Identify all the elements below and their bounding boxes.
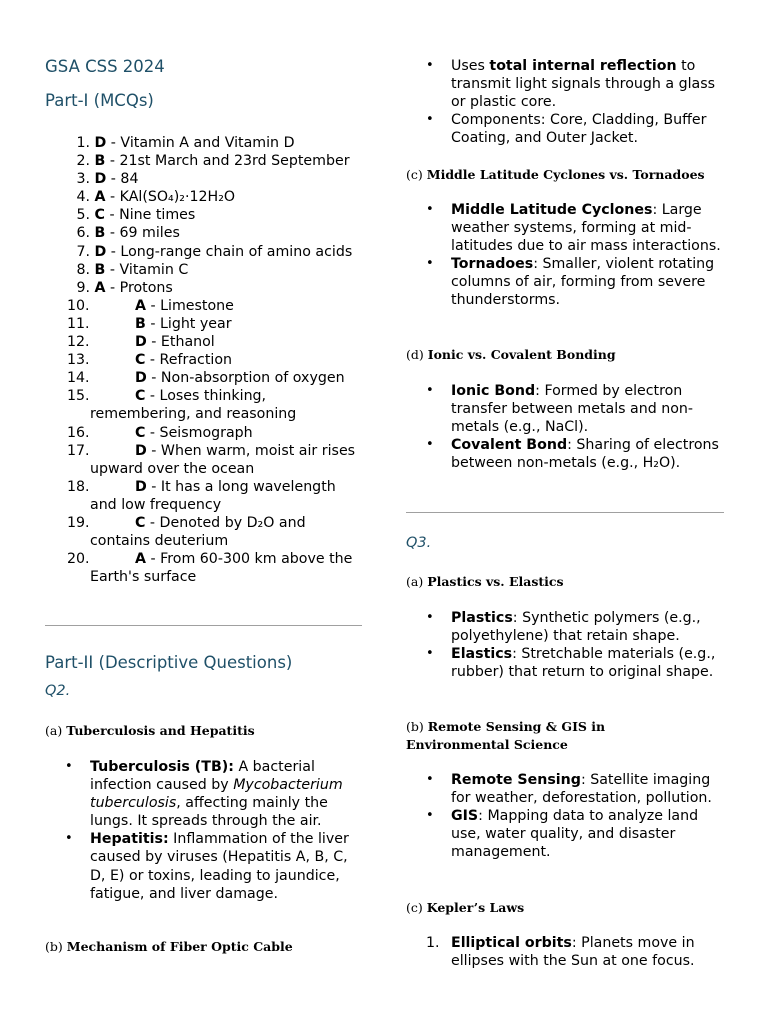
q3c-heading: (c) Kepler’s Laws: [406, 900, 525, 915]
list-item: 9. A - Protons: [76, 279, 173, 296]
q3c-list: [406, 934, 726, 970]
document-title: GSA CSS 2024: [45, 57, 165, 76]
list-item: 17. D - When warm, moist air rises upward over the ocean: [67, 442, 356, 477]
list-item: • GIS: Mapping data to analyze land use, water quality, and disaster management.: [406, 807, 726, 861]
list-item: • Components: Core, Cladding, Buffer Coating, and Outer Jacket.: [406, 111, 726, 147]
list-item: 4. A - KAl(SO₄)₂·12H₂O: [76, 189, 236, 206]
list-item: 13. C - Refraction: [67, 352, 233, 369]
q2a-list: [45, 758, 365, 903]
list-item: 1. D - Vitamin A and Vitamin D: [76, 135, 295, 151]
q2b-heading: (b) Mechanism of Fiber Optic Cable: [45, 939, 293, 954]
list-item: 6. B - 69 miles: [76, 225, 180, 242]
list-item: 14. D - Non-absorption of oxygen: [67, 370, 345, 387]
q3a-heading: (a) Plastics vs. Elastics: [406, 574, 564, 589]
list-item: • Uses total internal reflection to transmit light signals through a glass or plastic core.: [406, 57, 726, 111]
divider: [45, 625, 362, 626]
q3a-list: [406, 609, 726, 681]
list-item: 11. B - Light year: [67, 315, 232, 332]
q3b-list: [406, 771, 726, 861]
list-item: • Middle Latitude Cyclones: Large weather systems, forming at mid-latitudes due to air mass interactions.: [406, 201, 726, 255]
part2-heading: Part-II (Descriptive Questions): [45, 653, 293, 672]
list-item: • Ionic Bond: Formed by electron transfer between metals and non-metals (e.g., NaCl).: [406, 382, 726, 436]
list-item: 18. D - It has a long wavelength and low frequency: [67, 478, 336, 513]
list-item: 16. C - Seismograph: [67, 424, 253, 441]
list-item: • Hepatitis: Inflammation of the liver caused by viruses (Hepatitis A, B, C, D, E) or toxins, leading to jaundice, fatigue, and liver damage.: [45, 830, 365, 902]
q2d-heading: (d) Ionic vs. Covalent Bonding: [406, 347, 616, 362]
list-item: 7. D - Long-range chain of amino acids: [76, 243, 353, 260]
list-item: 12. D - Ethanol: [67, 334, 215, 351]
list-item: • Plastics: Synthetic polymers (e.g., polyethylene) that retain shape.: [406, 609, 726, 645]
list-item: 8. B - Vitamin C: [76, 261, 189, 278]
list-item: • Tornadoes: Smaller, violent rotating columns of air, forming from severe thunderstorms.: [406, 255, 726, 309]
fiber-list: [406, 57, 726, 147]
q2a-heading: (a) Tuberculosis and Hepatitis: [45, 723, 255, 738]
list-item: 19. C - Denoted by D₂O and contains deuterium: [67, 514, 306, 550]
part1-heading: Part-I (MCQs): [45, 91, 154, 110]
list-item: 3. D - 84: [76, 171, 139, 188]
list-item: 20. A - From 60-300 km above the Earth's surface: [67, 551, 353, 586]
list-item: 5. C - Nine times: [76, 207, 196, 224]
list-item: 1. Elliptical orbits: Planets move in ellipses with the Sun at one focus.: [426, 935, 695, 970]
list-item: 15. C - Loses thinking, remembering, and reasoning: [67, 388, 297, 423]
q2-heading: Q2.: [45, 683, 71, 699]
list-item: • Covalent Bond: Sharing of electrons between non-metals (e.g., H₂O).: [406, 436, 726, 472]
mcq-list: [45, 134, 365, 586]
divider: [406, 512, 724, 513]
q2c-list: [406, 201, 726, 310]
q2c-heading: (c) Middle Latitude Cyclones vs. Tornadoes: [406, 167, 705, 182]
list-item: 10. A - Limestone: [67, 297, 234, 314]
list-item: 2. B - 21st March and 23rd September: [76, 153, 350, 170]
q2d-list: [406, 382, 726, 472]
q3b-heading: (b) Remote Sensing & GIS in Environmental Science: [406, 719, 606, 752]
list-item: • Elastics: Stretchable materials (e.g., rubber) that return to original shape.: [406, 645, 726, 681]
q3-heading: Q3.: [406, 535, 432, 551]
list-item: • Remote Sensing: Satellite imaging for weather, deforestation, pollution.: [406, 771, 726, 807]
list-item: • Tuberculosis (TB): A bacterial infection caused by Mycobacterium tuberculosis, affecting mainly the lungs. It spreads through the air.: [45, 758, 365, 830]
